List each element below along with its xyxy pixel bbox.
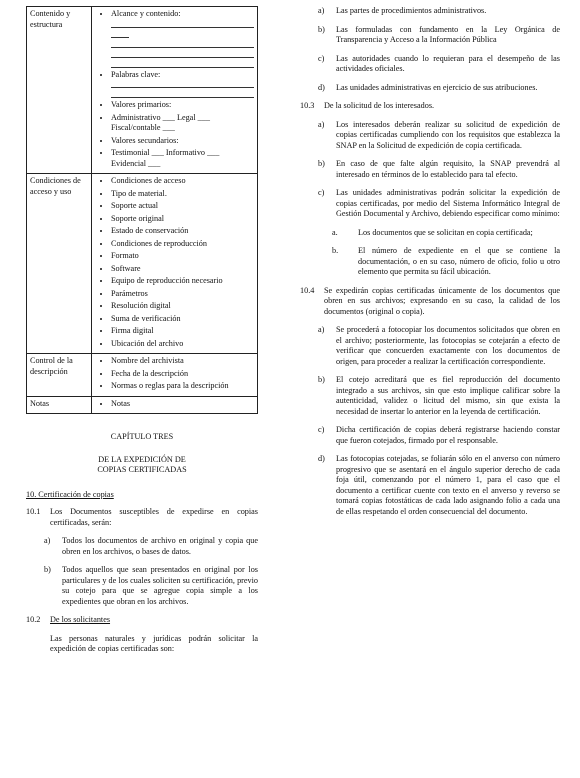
fill-line bbox=[111, 20, 254, 28]
list-item: c) Las autoridades cuando lo requieran para el desempeño de las actividades oficiales. bbox=[318, 53, 560, 73]
table-row bbox=[27, 396, 258, 414]
list-item: • Testimonial ___ Informativo ___ Evidencial ___ bbox=[111, 148, 254, 169]
list-item: b) Las formuladas con fundamento en la Ley Orgánica de Transparencia y Acceso a la Información Pública bbox=[318, 24, 560, 44]
row-label: Condiciones de acceso y uso bbox=[27, 174, 92, 354]
list-item: • Formato bbox=[111, 251, 254, 262]
list-item: • Resolución digital bbox=[111, 301, 254, 312]
fill-line bbox=[111, 80, 254, 88]
section-heading: 10. Certificación de copias bbox=[26, 489, 114, 499]
list-item: • Suma de verificación bbox=[111, 314, 254, 325]
list-item: a) Los interesados deberán realizar su solicitud de expedición de copias certificadas cumpliendo con los requisitos que establezca la SNAP en la Solicitud de expedición de copia certificada. bbox=[318, 119, 560, 150]
list-item: a) Se procederá a fotocopiar los documentos solicitados que obren en el archivo; posteriormente, las fotocopias se cotejarán a efecto de verificar que concuerden exactamente con los documentos de origen, para proceder a realizar la certificación correspondiente. bbox=[318, 325, 560, 366]
right-column bbox=[300, 6, 560, 525]
table-row bbox=[27, 174, 258, 354]
row-label: Control de la descripción bbox=[27, 354, 92, 397]
row-items bbox=[92, 396, 258, 414]
list-item: • Alcance y contenido: bbox=[111, 9, 254, 68]
table-row bbox=[27, 7, 258, 174]
section-10-3: 10.3 De la solicitud de los interesados. bbox=[300, 101, 435, 110]
row-label: Notas bbox=[27, 396, 92, 414]
section-10-2: 10.2 De los solicitantes bbox=[26, 615, 111, 624]
list-item: • Equipo de reproducción necesario bbox=[111, 276, 254, 287]
sub-list-item: a. Los documentos que se solicitan en copia certificada; bbox=[332, 227, 533, 237]
list-item: • Tipo de material. bbox=[111, 189, 254, 200]
list-item: d) Las unidades administrativas en ejercicio de sus atribuciones. bbox=[318, 82, 538, 92]
list-item: • Estado de conservación bbox=[111, 226, 254, 237]
table-row bbox=[27, 354, 258, 397]
list-item: a) Todos los documentos de archivo en original y copia que obren en los archivos, o bases de datos. bbox=[44, 536, 258, 556]
fill-line bbox=[111, 50, 254, 58]
row-items bbox=[92, 174, 258, 354]
list-item: • Ubicación del archivo bbox=[111, 339, 254, 350]
list-item: a) Las partes de procedimientos administrativos. bbox=[318, 6, 487, 15]
section-10-4: 10.4 Se expedirán copias certificadas únicamente de los documentos que obren en sus archivos; expresando en su caso, la calidad de los documentos (original o copia). bbox=[300, 285, 560, 316]
list-item: b) El cotejo acreditará que es fiel reproducción del documento integrado a sus archivos, sin que esto implique calificar sobre la autenticidad, validez o licitud del mismo, sin que exista la necesidad de insertar lo anterior en la leyenda de certificación. bbox=[318, 375, 560, 416]
sub-list-item: b. El número de expediente en el que se contiene la documentación, o en su caso, número de oficio, folio u otro elemento que permita su fácil ubicación. bbox=[332, 246, 560, 276]
left-column bbox=[26, 6, 258, 662]
row-items bbox=[92, 7, 258, 174]
list-item: • Nombre del archivista bbox=[111, 356, 254, 367]
list-item: • Fecha de la descripción bbox=[111, 369, 254, 380]
fill-line bbox=[111, 60, 254, 68]
list-item: b) Todos aquellos que sean presentados en original por los particulares y de los cuales soliciten su certificación, previo su cotejo para que se agregue copia simple a los expedientes que obran en los archivos. bbox=[44, 565, 258, 606]
row-label: Contenido y estructura bbox=[27, 7, 92, 174]
list-item: • Soporte actual bbox=[111, 201, 254, 212]
list-item: • Firma digital bbox=[111, 326, 254, 337]
fill-line bbox=[111, 30, 129, 38]
list-item: • Condiciones de acceso bbox=[111, 176, 254, 187]
list-item: • Condiciones de reproducción bbox=[111, 239, 254, 250]
list-item: • Soporte original bbox=[111, 214, 254, 225]
row-items bbox=[92, 354, 258, 397]
list-item: d) Las fotocopias cotejadas, se foliarán sólo en el anverso con número progresivo que se asentará en el ángulo superior derecho de cada foja útil, comenzando por el número 1, para el caso que el documento a certificar cuente con texto en el anverso y reverso se tomará copias fotostáticas de cada lado asignando folio a cada una de ellas respetando el orden consecuencial del documento. bbox=[318, 454, 560, 516]
fill-line bbox=[111, 90, 254, 98]
section-10-1: 10.1 Los Documentos susceptibles de expedirse en copias certificadas, serán: bbox=[26, 507, 258, 527]
list-item: c) Las unidades administrativas podrán solicitar la expedición de copias certificadas, por medio del Sistema Informático Integral de Gestión Documental y Archivo, debiendo especificar como mínimo: bbox=[318, 188, 560, 218]
chapter-title: CAPÍTULO TRES bbox=[110, 432, 174, 441]
list-item: c) Dicha certificación de copias deberá registrarse haciendo constar que fueron cotejados, firmado por el responsable. bbox=[318, 425, 560, 445]
description-table bbox=[26, 6, 258, 414]
list-item: • Valores secundarios: bbox=[111, 136, 254, 147]
list-item: • Palabras clave: bbox=[111, 70, 254, 99]
list-item: • Software bbox=[111, 264, 254, 275]
list-item: • Valores primarios: bbox=[111, 100, 254, 111]
paragraph: Las personas naturales y jurídicas podrán solicitar la expedición de copias certificadas son: bbox=[50, 633, 258, 653]
list-item: b) En caso de que falte algún requisito, la SNAP prevendrá al interesado en términos de lo establecido para tal efecto. bbox=[318, 159, 560, 179]
fill-line bbox=[111, 40, 254, 48]
chapter-subtitle: DE LA EXPEDICIÓN DE COPIAS CERTIFICADAS bbox=[97, 454, 187, 474]
list-item: • Normas o reglas para la descripción bbox=[111, 381, 254, 392]
list-item: • Administrativo ___ Legal ___ Fiscal/contable ___ bbox=[111, 113, 254, 134]
list-item: • Notas bbox=[111, 399, 254, 410]
list-item: • Parámetros bbox=[111, 289, 254, 300]
